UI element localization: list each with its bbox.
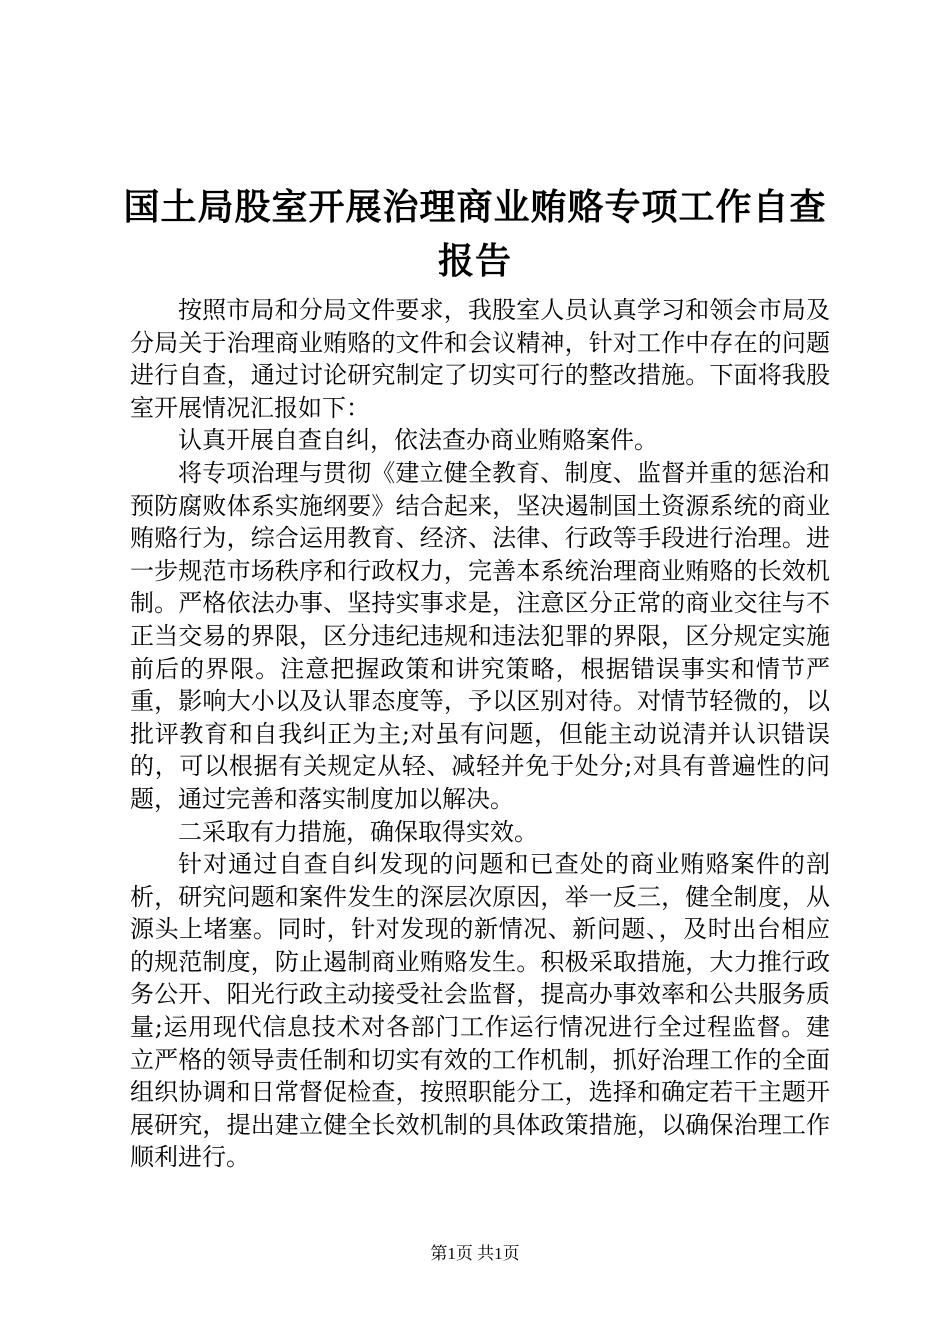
- paragraph-measures: 针对通过自查自纠发现的问题和已查处的商业贿赂案件的剖析，研究问题和案件发生的深层次原因，举一反三，健全制度，从源头上堵塞。同时，针对发现的新情况、新问题、，及时出台相应的规范制度，防止遏制商业贿赂发生。积极采取措施，大力推行政务公开、阳光行政主动接受社会监督，提高办事效率和公共服务质量;运用现代信息技术对各部门工作运行情况进行全过程监督。建立严格的领导责任制和切实有效的工作机制，抓好治理工作的全面组织协调和日常督促检查，按照职能分工，选择和确定若干主题开展研究，提出建立健全长效机制的具体政策措施，以确保治理工作顺利进行。: [130, 850, 830, 1172]
- paragraph-governance: 将专项治理与贯彻《建立健全教育、制度、监督并重的惩治和预防腐败体系实施纲要》结合起来，坚决遏制国土资源系统的商业贿赂行为，综合运用教育、经济、法律、行政等手段进行治理。进一步规范市场秩序和行政权力，完善本系统治理商业贿赂的长效机制。严格依法办事、坚持实事求是，注意区分正常的商业交往与不正当交易的界限，区分违纪违规和违法犯罪的界限，区分规定实施前后的界限。注意把握政策和讲究策略，根据错误事实和情节严重，影响大小以及认罪态度等，予以区别对待。对情节轻微的，以批评教育和自我纠正为主;对虽有问题，但能主动说清并认识错误的，可以根据有关规定从轻、减轻并免于处分;对具有普遍性的问题，通过完善和落实制度加以解决。: [130, 458, 830, 813]
- document-body: [130, 294, 830, 1174]
- paragraph-heading-measures: 二采取有力措施，确保取得实效。: [178, 817, 538, 846]
- page-footer: 第1页 共1页: [430, 1244, 520, 1263]
- paragraph-heading-self-inspection: 认真开展自查自纠，依法查办商业贿赂案件。: [178, 426, 658, 455]
- paragraph-intro: 按照市局和分局文件要求，我股室人员认真学习和领会市局及分局关于治理商业贿赂的文件和会议精神，针对工作中存在的问题进行自查，通过讨论研究制定了切实可行的整改措施。下面将我股室开展情况汇报如下：: [130, 296, 830, 422]
- document-title: 国土局股室开展治理商业贿赂专项工作自查报告: [123, 186, 827, 282]
